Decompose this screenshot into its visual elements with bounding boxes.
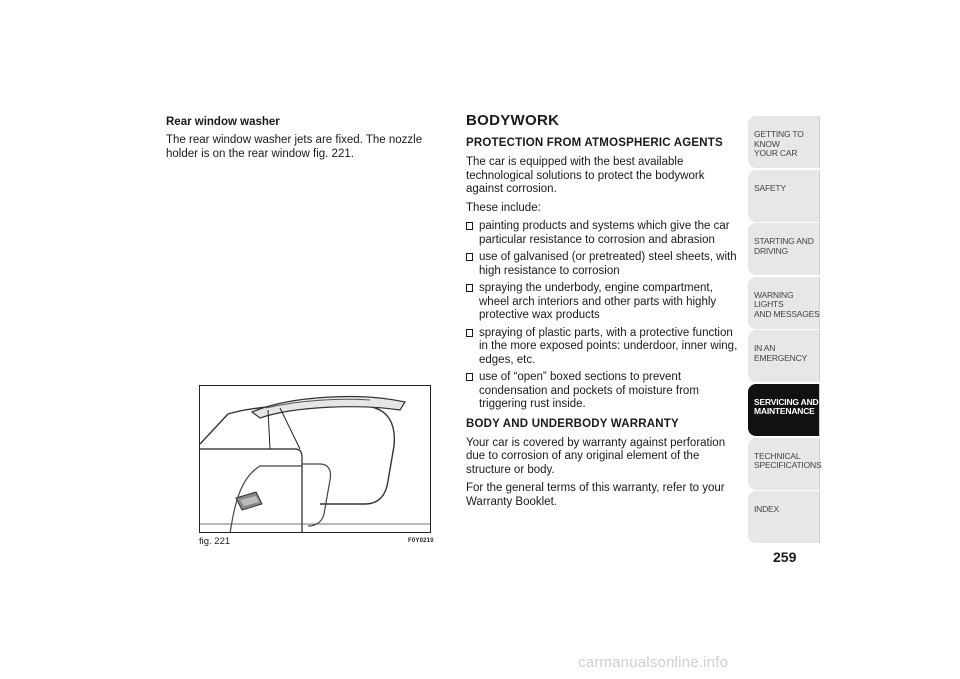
tab-technical-specifications[interactable] (748, 438, 820, 490)
rear-window-washer-text: The rear window washer jets are fixed. The nozzle holder is on the rear window fig. 221. (166, 134, 423, 160)
bodywork-title: BODYWORK (466, 112, 560, 129)
checkbox-bullet-icon (466, 329, 473, 337)
tab-servicing-and-maintenance[interactable] (748, 384, 820, 436)
list-item-text: spraying of plastic parts, with a protective function in the more exposed points: underdoor, inner wing, edges, etc. (479, 326, 738, 366)
tab-label-line2: SPECIFICATIONS (754, 460, 822, 471)
checkbox-bullet-icon (466, 373, 473, 381)
figure-caption: fig. 221 (199, 536, 231, 547)
tab-label-line1: GETTING TO KNOW (754, 129, 804, 149)
tab-label-line1: TECHNICAL (754, 450, 801, 461)
checkbox-bullet-icon (466, 222, 473, 230)
list-item-text: spraying the underbody, engine compartment, wheel arch interiors and other parts with highly protective wax products (479, 282, 717, 321)
tab-label-line1: WARNING LIGHTS (754, 289, 794, 310)
tab-label-line2: YOUR CAR (754, 148, 798, 158)
warranty-heading: BODY AND UNDERBODY WARRANTY (466, 417, 679, 430)
page-number: 259 (773, 549, 797, 565)
tab-label-line1: STARTING AND (754, 236, 814, 247)
watermark: carmanualsonline.info (578, 654, 729, 671)
list-item (466, 251, 742, 278)
tab-starting-and-driving[interactable] (748, 223, 820, 275)
tab-label-line2: MAINTENANCE (754, 406, 815, 417)
list-item (466, 327, 742, 368)
protection-these-include: These include: (466, 201, 541, 214)
warranty-booklet-text: For the general terms of this warranty, refer to your Warranty Booklet. (466, 482, 725, 508)
tab-label-line1: INDEX (754, 504, 779, 515)
tab-label-line2: DRIVING (754, 245, 789, 256)
warranty-text: Your car is covered by warranty against perforation due to corrosion of any original element of the structure or body. (466, 436, 726, 476)
tab-label-line2: AND MESSAGES (754, 308, 820, 319)
right-column (466, 112, 742, 514)
tab-label-line1: SERVICING AND (754, 396, 819, 407)
list-item (466, 282, 742, 323)
figure-code: F0Y0210 (408, 538, 434, 544)
checkbox-bullet-icon (466, 284, 473, 292)
rear-window-illustration (200, 386, 431, 533)
rear-window-washer-heading: Rear window washer (166, 116, 280, 128)
list-item (466, 220, 742, 247)
list-item-text: use of galvanised (or pretreated) steel sheets, with high resistance to corrosion (479, 251, 737, 277)
protection-list (466, 220, 742, 412)
chapter-tabs (748, 116, 820, 545)
list-item-text: painting products and systems which give the car particular resistance to corrosion and abrasion (479, 220, 730, 246)
list-item-text: use of “open” boxed sections to prevent condensation and pockets of moisture from triggering rust inside. (479, 371, 699, 410)
tab-label-line1: IN AN EMERGENCY (754, 343, 807, 363)
list-item (466, 371, 742, 412)
figure-rear-window-nozzle (199, 385, 431, 533)
checkbox-bullet-icon (466, 253, 473, 261)
tab-label-line1: SAFETY (754, 182, 786, 193)
tab-warning-lights-and-messages[interactable] (748, 277, 820, 329)
protection-intro: The car is equipped with the best available technological solutions to protect the bodywork against corrosion. (466, 156, 705, 195)
tab-index[interactable] (748, 491, 820, 543)
protection-heading: PROTECTION FROM ATMOSPHERIC AGENTS (466, 137, 723, 149)
tab-safety[interactable] (748, 170, 820, 222)
left-column (166, 112, 438, 166)
tab-in-an-emergency[interactable] (748, 330, 820, 382)
tab-getting-to-know-your-car[interactable] (748, 116, 820, 168)
